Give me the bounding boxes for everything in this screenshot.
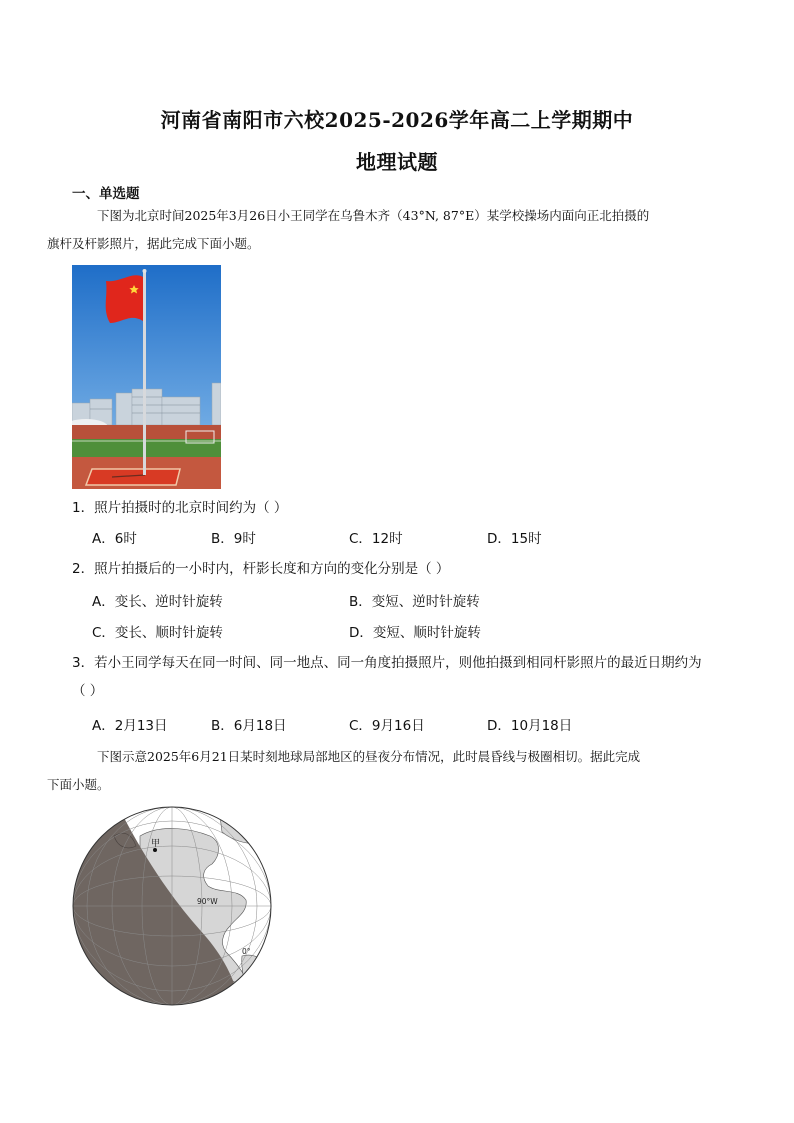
pole-base (86, 469, 180, 485)
passage-1-line-2: 旗杆及杆影照片，据此完成下面小题。 (47, 236, 260, 251)
flagpole-photo (72, 265, 221, 489)
passage-1-line-1: 下图为北京时间2025年3月26日小王同学在乌鲁木齐（43°N, 87°E）某学校操场内面向正北拍摄的 (97, 208, 650, 223)
q2-option-d: D．变短、顺时针旋转 (349, 625, 481, 641)
south-america (242, 955, 274, 1006)
label-jia: 甲 (151, 839, 161, 849)
globe-diagram (70, 806, 275, 1006)
q3-option-d: D．10月18日 (487, 718, 573, 734)
passage-2-line-1: 下图示意2025年6月21日某时刻地球局部地区的昼夜分布情况，此时晨昏线与极圈相切。据此完成 (97, 749, 641, 764)
question-3-line-1: 3．若小王同学每天在同一时间、同一地点、同一角度拍摄照片，则他拍摄到相同杆影照片的最近日期约为 (72, 655, 702, 671)
q2-option-b: B．变短、逆时针旋转 (349, 594, 480, 610)
q1-option-b: B．9时 (211, 531, 256, 547)
question-3-stem (72, 649, 724, 705)
q1-option-a: A．6时 (92, 531, 137, 547)
label-0: 0° (242, 947, 251, 956)
q3-option-b: B．6月18日 (211, 718, 287, 734)
q3-option-a: A．2月13日 (92, 718, 168, 734)
section-heading: 一、单选题 (72, 186, 140, 202)
question-3-line-2: （ ） (72, 683, 104, 699)
passage-1 (47, 202, 722, 258)
q1-option-d: D．15时 (487, 531, 542, 547)
grass-field (72, 439, 221, 457)
doc-subtitle: 地理试题 (356, 150, 438, 174)
doc-title: 河南省南阳市六校2025-2026学年高二上学期期中 (160, 108, 634, 132)
label-90w: 90°W (197, 897, 218, 906)
question-2-stem: 2．照片拍摄后的一小时内，杆影长度和方向的变化分别是（ ） (72, 561, 450, 577)
running-track (72, 425, 221, 439)
passage-2-line-2: 下面小题。 (47, 777, 110, 792)
q2-option-c: C．变长、顺时针旋转 (92, 625, 223, 641)
passage-2 (47, 743, 722, 799)
question-1-stem: 1．照片拍摄时的北京时间约为（ ） (72, 500, 288, 516)
flag (106, 275, 143, 323)
q2-option-a: A．变长、逆时针旋转 (92, 594, 223, 610)
q3-option-c: C．9月16日 (349, 718, 425, 734)
q1-option-c: C．12时 (349, 531, 403, 547)
flagpole (143, 271, 146, 475)
